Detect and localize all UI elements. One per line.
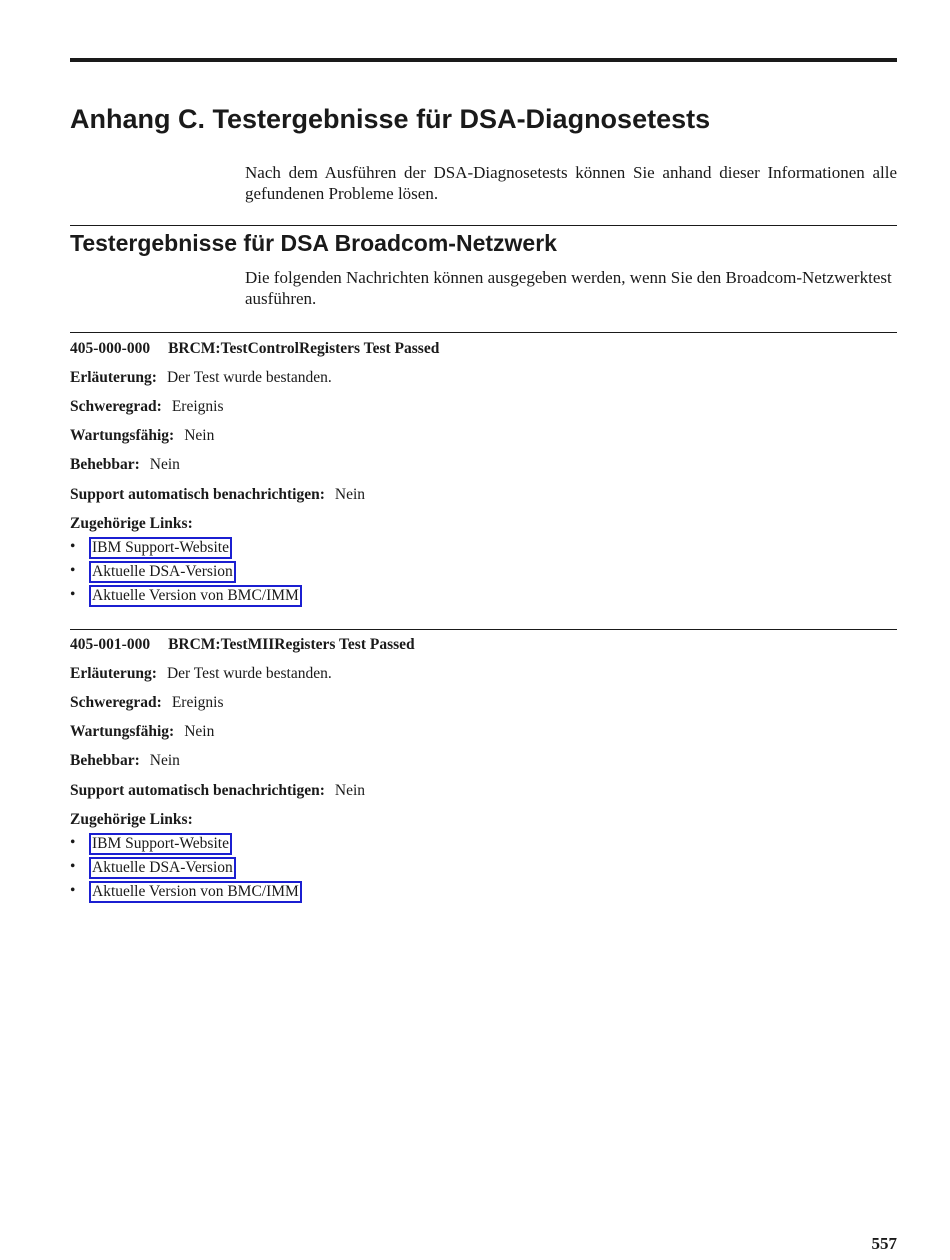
recoverable-value: Nein — [149, 752, 180, 769]
notify-row — [70, 486, 365, 504]
severity-value: Ereignis — [171, 398, 224, 415]
serviceable-value: Nein — [184, 427, 215, 444]
explanation-value: Der Test wurde bestanden. — [166, 665, 332, 682]
section-title: Testergebnisse für DSA Broadcom-Netzwerk — [70, 230, 557, 256]
notify-value: Nein — [334, 486, 366, 503]
related-links-heading: Zugehörige Links: — [70, 515, 193, 532]
notify-row — [70, 782, 365, 800]
bullet-icon: • — [70, 882, 76, 899]
chapter-intro: Nach dem Ausführen der DSA-Diagnosetests können Sie anhand dieser Informationen alle gefundenen Probleme lösen. — [245, 163, 897, 203]
bullet-icon: • — [70, 858, 76, 875]
bullet-icon: • — [70, 586, 76, 603]
serviceable-row — [70, 723, 214, 741]
link-dsa-version[interactable]: Aktuelle DSA-Version — [89, 857, 236, 879]
explanation-value: Der Test wurde bestanden. — [166, 369, 332, 386]
message-text: BRCM:TestControlRegisters Test Passed — [168, 340, 440, 357]
notify-label: Support automatisch benachrichtigen: — [70, 782, 325, 799]
serviceable-row — [70, 427, 214, 445]
link-bmc-imm-version[interactable]: Aktuelle Version von BMC/IMM — [89, 585, 302, 607]
related-links-label — [70, 811, 193, 829]
explanation-row — [70, 369, 332, 387]
message-code: 405-001-000 — [70, 636, 151, 653]
serviceable-label: Wartungsfähig: — [70, 723, 175, 740]
recoverable-row — [70, 752, 180, 770]
link-ibm-support[interactable]: IBM Support-Website — [89, 537, 232, 559]
explanation-label: Erläuterung: — [70, 369, 157, 386]
severity-row — [70, 398, 224, 416]
bullet-icon: • — [70, 538, 76, 555]
message-code: 405-000-000 — [70, 340, 151, 357]
severity-value: Ereignis — [171, 694, 224, 711]
recoverable-label: Behebbar: — [70, 456, 140, 473]
severity-label: Schweregrad: — [70, 694, 162, 711]
chapter-title: Anhang C. Testergebnisse für DSA-Diagnosetests — [70, 104, 711, 134]
related-links-heading: Zugehörige Links: — [70, 811, 193, 828]
entry-header — [70, 636, 415, 654]
severity-row — [70, 694, 224, 712]
serviceable-value: Nein — [184, 723, 215, 740]
entry-header — [70, 340, 439, 358]
message-text: BRCM:TestMIIRegisters Test Passed — [168, 636, 415, 653]
explanation-label: Erläuterung: — [70, 665, 157, 682]
entry-rule — [70, 332, 897, 333]
notify-label: Support automatisch benachrichtigen: — [70, 486, 325, 503]
link-dsa-version[interactable]: Aktuelle DSA-Version — [89, 561, 236, 583]
page-number: 557 — [871, 1234, 897, 1253]
bullet-icon: • — [70, 834, 76, 851]
recoverable-row — [70, 456, 180, 474]
link-ibm-support[interactable]: IBM Support-Website — [89, 833, 232, 855]
serviceable-label: Wartungsfähig: — [70, 427, 175, 444]
link-bmc-imm-version[interactable]: Aktuelle Version von BMC/IMM — [89, 881, 302, 903]
recoverable-value: Nein — [149, 456, 180, 473]
section-intro: Die folgenden Nachrichten können ausgegeben werden, wenn Sie den Broadcom-Netzwerktest ausführen. — [245, 268, 892, 308]
section-rule — [70, 225, 897, 226]
explanation-row — [70, 665, 332, 683]
notify-value: Nein — [334, 782, 366, 799]
recoverable-label: Behebbar: — [70, 752, 140, 769]
entry-rule — [70, 629, 897, 630]
severity-label: Schweregrad: — [70, 398, 162, 415]
bullet-icon: • — [70, 562, 76, 579]
top-rule — [70, 58, 897, 62]
related-links-label — [70, 515, 193, 533]
